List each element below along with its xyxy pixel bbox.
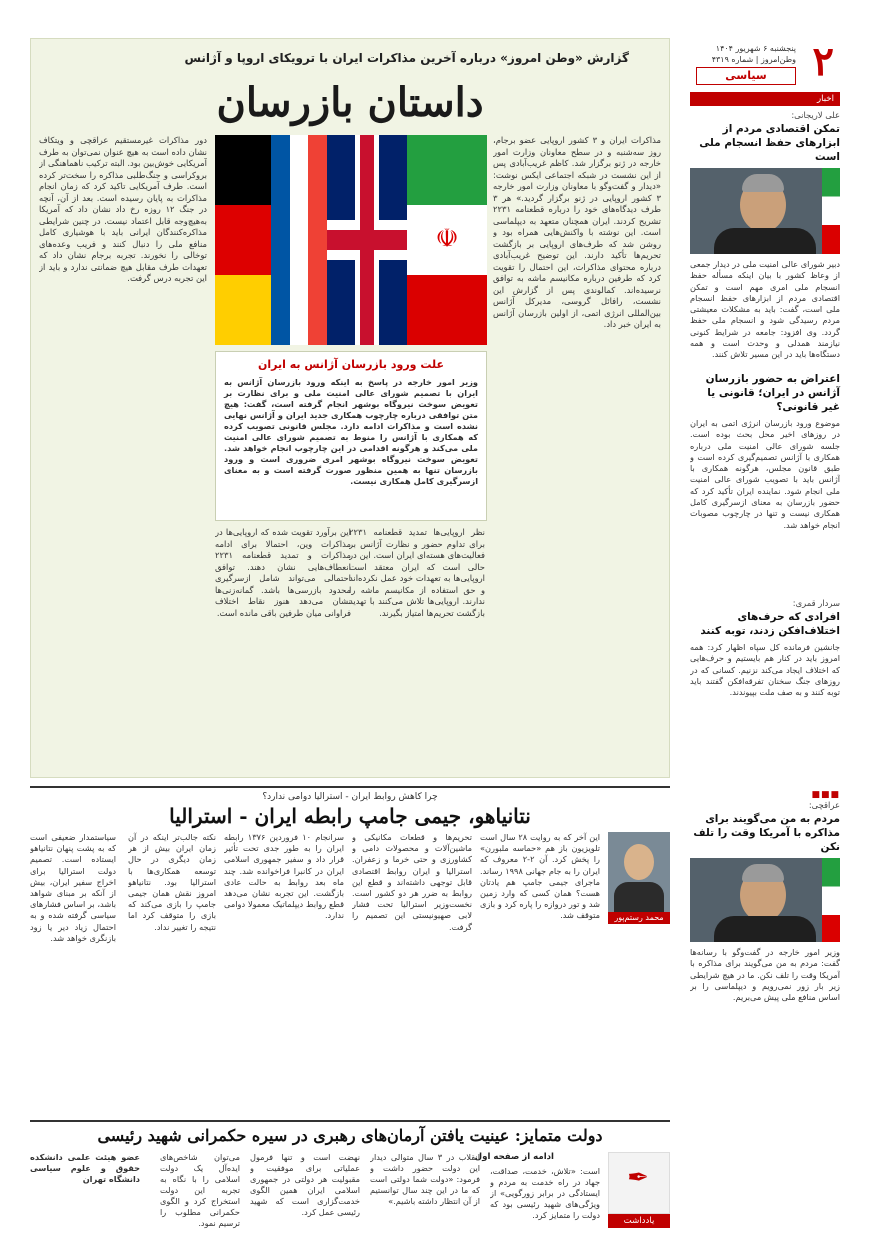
feature-column-middle-right: نظر اروپایی‌ها تمدید قطعنامه ۲۲۳۱ برای تداوم حضور و نظارت آژانس بر فعالیت‌های هسته‌ای ایران است. این در حالی است که ایران معتقد است اروپایی‌ها به تعهدات خود عمل نکرده‌اند و حق استفاده از مکانیسم ماشه را ندارند. اروپایی‌ها تلاش می‌کنند با تهدید بازگشت تحریم‌ها امتیاز بگیرند. (349, 527, 485, 618)
news-headline[interactable]: مردم به من می‌گویند برای مذاکره با آمریکا وقت را تلف نکن (693, 813, 840, 853)
issue-number: وطن‌امروز | شماره ۴۳۱۹ (711, 55, 796, 64)
section-label: سیاسی (696, 67, 796, 85)
news-kicker: سردار قمری: (792, 598, 840, 608)
iran-flag: ☫ (407, 135, 487, 345)
australia-story (30, 786, 670, 1116)
author-byline: عضو هیئت علمی دانشکده حقوق و علوم سیاسی دانشگاه تهران (30, 1152, 140, 1184)
news-item-ghomri (690, 598, 840, 772)
story-column: این آخر که به روایت ۲۸ سال است تلویزیون باز هم «حماسه ملبورن» را پخش کرد. آن ۲-۲ معروف که ایران را به جام جهانی ۱۹۹۸ رساند. ماجرای جیمی جامپ هم یادتان هست؟ همان کسی که وارد زمین شد و تور دروازه را پاره کرد و بازی متوقف شد. (480, 832, 600, 921)
araghchi-photo (690, 858, 840, 942)
sidebar-box-body: وزیر امور خارجه در پاسخ به اینکه ورود بازرسان آژانس به ایران با تصمیم شورای عالی امنیت ملی و برای نظارت بر تعویض سوخت نیروگاه بوشهر انجام گرفته است، گفت: هیچ متن توافقی درباره چارچوب همکاری جدید ایران و آژانس نهایی نشده است و مذاکرات ادامه دارد. مجلس قانونی تصویب کرده که همکاری با آژانس را منوط به تصمیم شورای عالی امنیت ملی می‌کند و هرگونه اقدامی در این چارچوب انجام خواهد شد. تعویض سوخت نیروگاه بوشهر امری ضروری است و ورود بازرسان تنها به همین منظور صورت گرفته است و به معنای ازسرگیری کامل همکاری نیست. (224, 377, 478, 486)
news-headline[interactable]: افرادی که حرف‌های اختلاف‌افکن زدند، توبه کنند (700, 611, 840, 637)
news-body: دبیر شورای عالی امنیت ملی در دیدار جمعی از وعاظ کشور با بیان اینکه مسأله حفظ انسجام ملی امری مهم است و تمکن اقتصادی مردم از ابزارهای حفظ انسجام ملی است، گفت: باید به مشکلات معیشتی مردم رسیدگی شود و انسجام ملی حفظ گردد. وی افزود: جامعه در شرایط کنونی نیازمند همدلی و وحدت است و همه دستگاه‌ها باید در این مسیر تلاش کنند. (690, 259, 840, 360)
feature-column-middle-left: این برآورد تقویت شده که اروپایی‌ها در مذاکرات وین، احتمالا برای ادامه مذاکرات و تمدید قطعنامه ۲۲۳۱ انعطاف‌هایی نشان دهند. توافق احتمالی می‌تواند شامل ازسرگیری محدود بازرسی‌ها باشد. گمانه‌زنی‌ها نشان می‌دهد هنوز نقاط اختلاف فراوانی میان طرفین باقی مانده است. (215, 527, 351, 618)
news-kicker: علی لاریجانی: (791, 110, 840, 120)
flags-photo (215, 135, 487, 345)
story-column: است: «تلاش، خدمت، صداقت، جهاد در راه خدمت به مردم و ایستادگی در برابر زورگویی» از ویژگی‌های شهید رئیسی بود که دولت را متمایز کرد. (490, 1166, 600, 1220)
author-photo (608, 832, 670, 912)
france-flag (271, 135, 327, 345)
masthead (690, 38, 840, 86)
news-item-inspectors (690, 372, 840, 594)
story-column: سیاستمدار ضعیفی است که به پشت پنهان نتانیاهو ایستاده است. تصمیم دولت استرالیا برای اخراج سفیر ایران، بیش از آنکه بر مبنای شواهد باشد، بر اساس فشارهای سیاسی گرفته شده و به احتمال زیاد دیر یا زود بازنگری خواهد شد. (30, 832, 116, 943)
story-headline[interactable]: دولت متمایز: عینیت یافتن آرمان‌های رهبری در سیره حکمرانی شهید رئیسی (97, 1126, 603, 1145)
page-number: ۲ (812, 38, 834, 85)
news-kicker: عراقچی: (808, 800, 840, 810)
news-body: جانشین فرمانده کل سپاه اظهار کرد: همه امروز باید در کنار هم بایستیم و حرف‌هایی که اختلاف ایجاد می‌کند نزنیم. کسانی که در روزهای جنگ سخنان تفرقه‌افکن گفتند باید توبه کنند و به صف ملت بپیوندند. (690, 642, 840, 698)
story-column: می‌توان شاخص‌های ایده‌آل یک دولت اسلامی را با نگاه به تجربه این دولت استخراج کرد و الگوی حکمرانی مطلوب را ترسیم نمود. (160, 1152, 240, 1228)
raisi-story (30, 1120, 670, 1230)
pen-icon: ✒ (608, 1152, 670, 1214)
news-body: موضوع ورود بازرسان انرژی اتمی به ایران در روزهای اخیر محل بحث بوده است. جلسه شورای عالی امنیت ملی درباره همکاری با آژانس تصمیم‌گیری کرده است و طبق قانون مجلس، هرگونه همکاری با آژانس باید با تصویب شورای عالی امنیت ملی انجام شود. نماینده ایران تأکید کرد که حضور بازرسان به معنای ازسرگیری کامل همکاری نیست و تنها در چارچوب مصوبات انجام خواهد شد. (690, 418, 840, 530)
sidebar-box-title: علت ورود بازرسان آژانس به ایران (258, 358, 444, 371)
note-tag: یادداشت (608, 1214, 670, 1228)
story-column: انقلاب در ۳ سال متوالی دیدار این دولت حضور داشت و فرمود: «دولت شما دولتی است که ما در این چند سال توانستیم از آن انتظار داشته باشیم.» (370, 1152, 480, 1206)
feature-column-right: مذاکرات ایران و ۳ کشور اروپایی عضو برجام، روز سه‌شنبه و در سطح معاونان وزارت امور خارجه در ژنو برگزار شد. کاظم غریب‌آبادی پس از این نشست در شبکه اجتماعی ایکس نوشت: «دیدار و گفت‌وگو با معاونان وزارت امور خارجه ۳ کشور اروپایی در ژنو برگزار گردید.» هر ۳ طرف دیدگاه‌های خود را درباره قطعنامه ۲۲۳۱ تشریح کردند. ایران همچنان متعهد به دیپلماسی است. این نوشته با واکنش‌هایی همراه بود و روشن شد که طرف‌های اروپایی بر بازگشت تحریم‌ها تأکید دارند. این توضیح غریب‌آبادی درباره محتوای مذاکرات، این احتمال را تقویت کرد که طرفین درباره مکانیسم ماشه به توافق نرسیده‌اند. کمالوندی پس از گزارش این نشست، رافائل گروسی، مدیرکل آژانس بین‌المللی انرژی اتمی، از اولین بازرسان آژانس به ایران خبر داد. (493, 135, 661, 329)
news-headline[interactable]: تمکن اقتصادی مردم از ابزارهای حفظ انسجام ملی است (699, 123, 840, 163)
news-headline[interactable]: اعتراض به حضور بازرسان آژانس در ایران؛ قانونی یا غیر قانونی؟ (705, 373, 840, 413)
feature-kicker: گزارش «وطن امروز» درباره آخرین مذاکرات ایران با ترویکای اروپا و آژانس (184, 51, 629, 65)
story-headline[interactable]: نتانیاهو، جیمی جامپ رابطه ایران - استرالیا (169, 804, 531, 828)
author-name: محمد رستم‌پور (608, 912, 670, 924)
uk-flag (327, 135, 407, 345)
news-item-larijani (690, 110, 840, 395)
news-bar (690, 92, 840, 106)
right-rail (690, 38, 840, 1230)
separator-dots: ■■■ (811, 790, 840, 800)
story-column: نهضت است و تنها فرمول عملیاتی برای موفقیت و مقبولیت هر دولتی در جمهوری اسلامی ایران همین الگوی خدمت‌گزاری است که شهید رئیسی عمل کرد. (250, 1152, 360, 1217)
story-column: نکته جالب‌تر اینکه در آن زمان ایران بیش از هر زمان دیگری در حال توسعه همکاری‌ها با استرالیا بود. نتانیاهو امروز نقش همان جیمی جامپ را بازی می‌کند که بازی را متوقف کرد اما نتیجه را تغییر نداد. (128, 832, 216, 932)
continued-label: ادامه از صفحه اول (474, 1152, 554, 1162)
larijani-photo (690, 168, 840, 254)
story-column: سرانجام ۱۰ فروردین ۱۳۷۶ رابطه ایران را به طور جدی تحت تأثیر قرار داد و سفیر جمهوری اسلامی ایران در کانبرا فراخوانده شد. چند ماه بعد روابط به حالت عادی بازگشت. این تجربه نشان می‌دهد قطع روابط دیپلماتیک معمولا دوامی ندارد. (224, 832, 344, 921)
news-body: وزیر امور خارجه در گفت‌وگو با رسانه‌ها گفت: مردم به من می‌گویند برای مذاکره با آمریکا وقت را تلف نکن. ما در هیچ شرایطی زیر بار زور نمی‌رویم و دیپلماسی را بر اساس منافع ملی پیش می‌بریم. (690, 947, 840, 1003)
story-column: تحریم‌ها و قطعات مکانیکی و ماشین‌آلات و محصولات دامی و کشاورزی و حتی خرما و زعفران. استرالیا و ایران روابط اقتصادی قابل توجهی داشته‌اند و قطع این روابط به ضرر هر دو کشور است. نخست‌وزیر استرالیا تحت فشار لابی صهیونیستی این تصمیم را گرفت. (352, 832, 472, 932)
main-area (30, 38, 670, 1230)
feature-headline[interactable]: داستان بازرسان (216, 79, 484, 126)
feature-column-left: دور مذاکرات غیرمستقیم عراقچی و ویتکاف نشان داده است به هیچ عنوان نمی‌توان به طرف آمریکایی خوش‌بین بود. البته ترکیب ناهماهنگی از بروکراسی و جنگ‌طلبی مذاکره را سخت‌تر کرده است. طرف آمریکایی تاکید کرد که زمان انجام مذاکرات به پایان رسیده است. بعد از آن، آنچه در جنگ ۱۲ روزه رخ داد نشان داد که آمریکا به‌هیچ‌وجه قابل اعتماد نیست. در چنین شرایطی مذاکره‌کنندگان ایرانی باید با هوشیاری کامل منافع ملی را دنبال کنند و فریب وعده‌های توخالی را نخورند. تجربه برجام نشان داد که تعهدات طرف مقابل هیچ ضمانتی ندارد و باید از این تجربه درس گرفت. (39, 135, 207, 283)
germany-flag (215, 135, 271, 345)
news-item-araghchi (690, 790, 840, 1207)
feature-story (30, 38, 670, 778)
sidebar-box (215, 351, 487, 521)
news-bar-label: اخبار (816, 94, 834, 104)
story-kicker: چرا کاهش روابط ایران - استرالیا دوامی ندارد؟ (262, 792, 438, 802)
issue-date: پنجشنبه ۶ شهریور ۱۴۰۴ (715, 44, 796, 53)
